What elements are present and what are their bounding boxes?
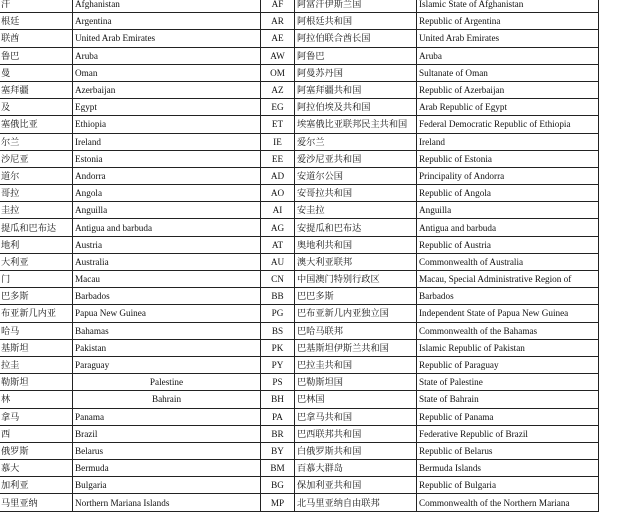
cell-short-name-en: Aruba	[73, 47, 261, 64]
cell-country-code: CN	[261, 271, 295, 288]
cell-country-code: PY	[261, 356, 295, 373]
cell-full-name-cn: 巴布亚新几内亚独立国	[295, 305, 417, 322]
cell-full-name-cn: 巴林国	[295, 391, 417, 408]
cell-short-name-en: Belarus	[73, 442, 261, 459]
cell-country-code: MP	[261, 494, 295, 511]
cell-full-name-en: Arab Republic of Egypt	[417, 99, 599, 116]
cell-full-name-cn: 白俄罗斯共和国	[295, 442, 417, 459]
cell-full-name-en: Republic of Austria	[417, 236, 599, 253]
cell-full-name-en: Republic of Angola	[417, 185, 599, 202]
table-row	[0, 305, 599, 322]
table-row	[0, 47, 599, 64]
cell-full-name-en: Republic of Estonia	[417, 150, 599, 167]
cell-short-name-cn: 地利	[0, 236, 73, 253]
cell-full-name-cn: 爱沙尼亚共和国	[295, 150, 417, 167]
table-row	[0, 167, 599, 184]
cell-short-name-en: Estonia	[73, 150, 261, 167]
cell-full-name-en: Commonwealth of Australia	[417, 253, 599, 270]
cell-short-name-en: Australia	[73, 253, 261, 270]
cell-full-name-cn: 巴西联邦共和国	[295, 425, 417, 442]
cell-short-name-en: Palestine	[73, 374, 261, 391]
cell-full-name-en: Federal Democratic Republic of Ethiopia	[417, 116, 599, 133]
cell-full-name-en: Sultanate of Oman	[417, 64, 599, 81]
cell-country-code: BY	[261, 442, 295, 459]
cell-full-name-cn: 阿拉伯联合酋长国	[295, 30, 417, 47]
cell-short-name-cn: 塞俄比亚	[0, 116, 73, 133]
cell-full-name-en: Aruba	[417, 47, 599, 64]
table-row	[0, 202, 599, 219]
cell-country-code: AI	[261, 202, 295, 219]
cell-full-name-en: Commonwealth of the Northern Mariana	[417, 494, 599, 511]
table-row	[0, 425, 599, 442]
cell-full-name-en: Independent State of Papua New Guinea	[417, 305, 599, 322]
cell-short-name-en: Azerbaijan	[73, 81, 261, 98]
cell-full-name-cn: 阿塞拜疆共和国	[295, 81, 417, 98]
cell-short-name-cn: 道尔	[0, 167, 73, 184]
cell-full-name-cn: 安道尔公国	[295, 167, 417, 184]
cell-short-name-cn: 沙尼亚	[0, 150, 73, 167]
cell-full-name-en: Ireland	[417, 133, 599, 150]
cell-full-name-cn: 澳大利亚联邦	[295, 253, 417, 270]
cell-short-name-cn: 哈马	[0, 322, 73, 339]
cell-full-name-en: Republic of Panama	[417, 408, 599, 425]
cell-full-name-cn: 阿根廷共和国	[295, 13, 417, 30]
table-row	[0, 477, 599, 494]
cell-country-code: BR	[261, 425, 295, 442]
cell-full-name-cn: 巴拿马共和国	[295, 408, 417, 425]
cell-full-name-cn: 奥地利共和国	[295, 236, 417, 253]
table-row	[0, 442, 599, 459]
cell-short-name-cn: 加利亚	[0, 477, 73, 494]
table-row	[0, 494, 599, 511]
cell-short-name-en: Ireland	[73, 133, 261, 150]
cell-full-name-en: Barbados	[417, 288, 599, 305]
cell-country-code: AW	[261, 47, 295, 64]
cell-short-name-cn: 尔兰	[0, 133, 73, 150]
cell-country-code: BG	[261, 477, 295, 494]
cell-full-name-en: State of Bahrain	[417, 391, 599, 408]
cell-short-name-en: Andorra	[73, 167, 261, 184]
cell-short-name-en: Ethiopia	[73, 116, 261, 133]
cell-full-name-en: Bermuda Islands	[417, 460, 599, 477]
cell-country-code: AO	[261, 185, 295, 202]
cell-full-name-cn: 百慕大群岛	[295, 460, 417, 477]
cell-country-code: PG	[261, 305, 295, 322]
cell-short-name-cn: 马里亚纳	[0, 494, 73, 511]
cell-full-name-en: Islamic State of Afghanistan	[417, 0, 599, 13]
table-row	[0, 30, 599, 47]
cell-full-name-en: Principality of Andorra	[417, 167, 599, 184]
table-row	[0, 116, 599, 133]
cell-short-name-en: Oman	[73, 64, 261, 81]
cell-full-name-en: Republic of Bulgaria	[417, 477, 599, 494]
cell-short-name-cn: 大利亚	[0, 253, 73, 270]
cell-full-name-cn: 巴勒斯坦国	[295, 374, 417, 391]
cell-short-name-en: Papua New Guinea	[73, 305, 261, 322]
cell-country-code: EG	[261, 99, 295, 116]
cell-short-name-en: Panama	[73, 408, 261, 425]
cell-country-code: PS	[261, 374, 295, 391]
table-row	[0, 288, 599, 305]
cell-full-name-en: Anguilla	[417, 202, 599, 219]
cell-full-name-cn: 巴巴多斯	[295, 288, 417, 305]
cell-full-name-cn: 阿拉伯埃及共和国	[295, 99, 417, 116]
cell-full-name-cn: 爱尔兰	[295, 133, 417, 150]
cell-short-name-en: Bulgaria	[73, 477, 261, 494]
table-row	[0, 271, 599, 288]
cell-full-name-cn: 北马里亚纳自由联邦	[295, 494, 417, 511]
cell-short-name-en: Bahamas	[73, 322, 261, 339]
cell-short-name-cn: 曼	[0, 64, 73, 81]
cell-full-name-en: Republic of Paraguay	[417, 356, 599, 373]
cell-full-name-cn: 巴基斯坦伊斯兰共和国	[295, 339, 417, 356]
cell-country-code: AE	[261, 30, 295, 47]
table-row	[0, 460, 599, 477]
cell-full-name-cn: 保加利亚共和国	[295, 477, 417, 494]
cell-short-name-en: Argentina	[73, 13, 261, 30]
table-row	[0, 81, 599, 98]
cell-country-code: BH	[261, 391, 295, 408]
cell-short-name-cn: 联酋	[0, 30, 73, 47]
cell-full-name-cn: 巴哈马联邦	[295, 322, 417, 339]
cell-short-name-en: Angola	[73, 185, 261, 202]
table-row	[0, 356, 599, 373]
table-row	[0, 13, 599, 30]
cell-full-name-en: Federative Republic of Brazil	[417, 425, 599, 442]
cell-full-name-cn: 埃塞俄比亚联邦民主共和国	[295, 116, 417, 133]
cell-short-name-cn: 慕大	[0, 460, 73, 477]
table-row	[0, 322, 599, 339]
table-row	[0, 64, 599, 81]
cell-full-name-en: Republic of Argentina	[417, 13, 599, 30]
cell-short-name-cn: 基斯坦	[0, 339, 73, 356]
table-row	[0, 391, 599, 408]
table-row	[0, 408, 599, 425]
cell-short-name-en: United Arab Emirates	[73, 30, 261, 47]
cell-country-code: BM	[261, 460, 295, 477]
table-row	[0, 185, 599, 202]
cell-short-name-cn: 提瓜和巴布达	[0, 219, 73, 236]
cell-full-name-en: Commonwealth of the Bahamas	[417, 322, 599, 339]
cell-country-code: PK	[261, 339, 295, 356]
cell-short-name-cn: 根廷	[0, 13, 73, 30]
cell-country-code: IE	[261, 133, 295, 150]
cell-country-code: AG	[261, 219, 295, 236]
cell-full-name-en: Republic of Belarus	[417, 442, 599, 459]
cell-full-name-en: United Arab Emirates	[417, 30, 599, 47]
cell-short-name-cn: 林	[0, 391, 73, 408]
cell-short-name-en: Afghanistan	[73, 0, 261, 13]
cell-country-code: AF	[261, 0, 295, 13]
cell-country-code: PA	[261, 408, 295, 425]
cell-short-name-cn: 汗	[0, 0, 73, 13]
cell-short-name-en: Brazil	[73, 425, 261, 442]
cell-short-name-cn: 鲁巴	[0, 47, 73, 64]
cell-country-code: OM	[261, 64, 295, 81]
cell-short-name-en: Paraguay	[73, 356, 261, 373]
cell-country-code: AZ	[261, 81, 295, 98]
cell-short-name-cn: 西	[0, 425, 73, 442]
cell-short-name-en: Bermuda	[73, 460, 261, 477]
cell-full-name-cn: 阿富汗伊斯兰国	[295, 0, 417, 13]
cell-short-name-cn: 拉圭	[0, 356, 73, 373]
table-row	[0, 150, 599, 167]
cell-short-name-en: Northern Mariana Islands	[73, 494, 261, 511]
cell-country-code: ET	[261, 116, 295, 133]
table-row	[0, 374, 599, 391]
cell-short-name-cn: 巴多斯	[0, 288, 73, 305]
cell-short-name-cn: 塞拜疆	[0, 81, 73, 98]
cell-country-code: AR	[261, 13, 295, 30]
cell-short-name-cn: 拿马	[0, 408, 73, 425]
cell-country-code: AU	[261, 253, 295, 270]
cell-country-code: EE	[261, 150, 295, 167]
cell-full-name-en: Republic of Azerbaijan	[417, 81, 599, 98]
cell-short-name-en: Bahrain	[73, 391, 261, 408]
cell-short-name-cn: 俄罗斯	[0, 442, 73, 459]
cell-full-name-cn: 中国澳门特别行政区	[295, 271, 417, 288]
cell-short-name-cn: 圭拉	[0, 202, 73, 219]
cell-country-code: BS	[261, 322, 295, 339]
cell-short-name-en: Egypt	[73, 99, 261, 116]
table-row	[0, 0, 599, 13]
cell-short-name-en: Pakistan	[73, 339, 261, 356]
table-row	[0, 99, 599, 116]
cell-full-name-cn: 安圭拉	[295, 202, 417, 219]
cell-country-code: AD	[261, 167, 295, 184]
cell-full-name-cn: 安提瓜和巴布达	[295, 219, 417, 236]
cell-full-name-en: Antigua and barbuda	[417, 219, 599, 236]
cell-short-name-cn: 布亚新几内亚	[0, 305, 73, 322]
cell-full-name-cn: 阿曼苏丹国	[295, 64, 417, 81]
cell-short-name-cn: 及	[0, 99, 73, 116]
cell-short-name-en: Barbados	[73, 288, 261, 305]
cell-short-name-en: Macau	[73, 271, 261, 288]
cell-full-name-en: Macau, Special Administrative Region of	[417, 271, 599, 288]
cell-short-name-cn: 门	[0, 271, 73, 288]
cell-full-name-en: Islamic Republic of Pakistan	[417, 339, 599, 356]
cell-short-name-cn: 勒斯坦	[0, 374, 73, 391]
cell-full-name-en: State of Palestine	[417, 374, 599, 391]
table-row	[0, 133, 599, 150]
table-row	[0, 339, 599, 356]
cell-short-name-en: Anguilla	[73, 202, 261, 219]
cell-country-code: BB	[261, 288, 295, 305]
cell-short-name-en: Austria	[73, 236, 261, 253]
table-row	[0, 253, 599, 270]
cell-full-name-cn: 巴拉圭共和国	[295, 356, 417, 373]
cell-full-name-cn: 阿鲁巴	[295, 47, 417, 64]
cell-full-name-cn: 安哥拉共和国	[295, 185, 417, 202]
table-row	[0, 219, 599, 236]
cell-short-name-cn: 哥拉	[0, 185, 73, 202]
cell-short-name-en: Antigua and barbuda	[73, 219, 261, 236]
cell-country-code: AT	[261, 236, 295, 253]
table-row	[0, 236, 599, 253]
